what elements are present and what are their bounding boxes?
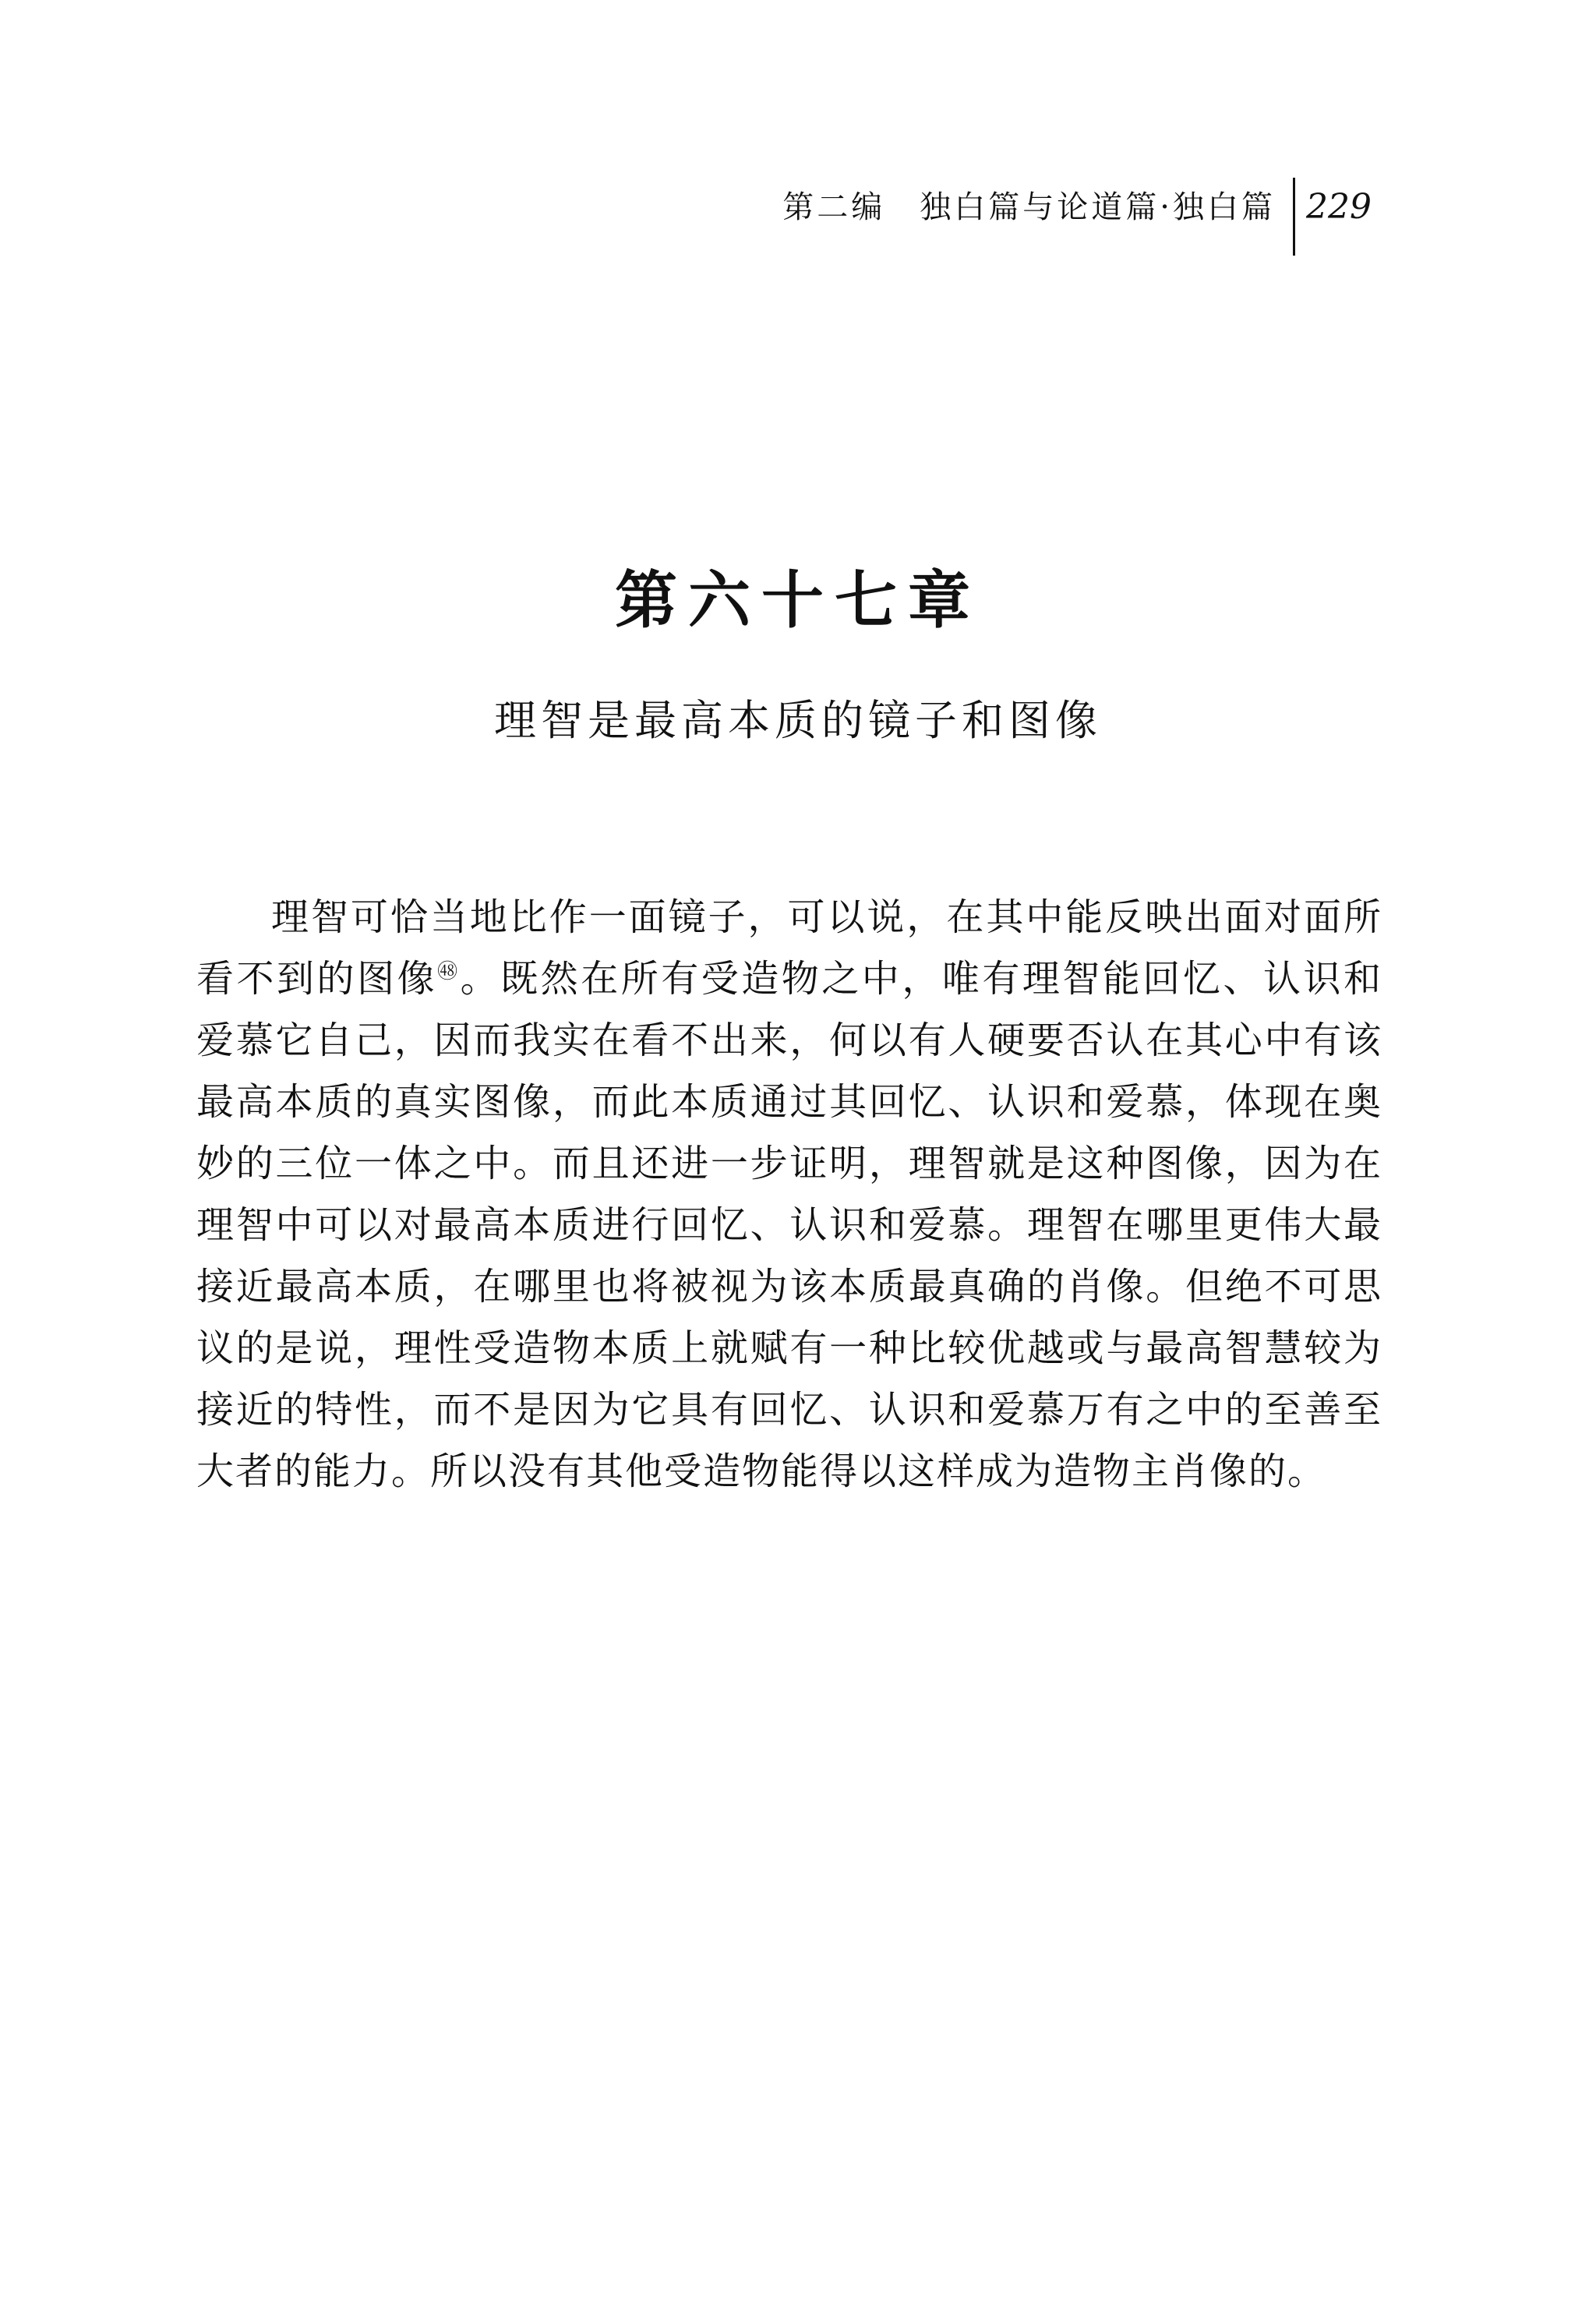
body-text-part-2: 。既然在所有受造物之中，唯有理智能回忆、认识和爱慕它自己，因而我实在看不出来，何以有人硬要否认在其心中有该最高本质的真实图像，而此本质通过其回忆、认识和爱慕，体现在奥妙的三位一体之中。而且还进一步证明，理智就是这种图像，因为在理智中可以对最高本质进行回忆、认识和爱慕。理智在哪里更伟大最接近最高本质，在哪里也将被视为该本质最真确的肖像。但绝不可思议的是说，理性受造物本质上就赋有一种比较优越或与最高智慧较为接近的特性，而不是因为它具有回忆、认识和爱慕万有之中的至善至大者的能力。所以没有其他受造物能得以这样成为造物主肖像的。 <box>196 957 1382 1493</box>
footnote-reference[interactable]: ㊽ <box>437 960 461 983</box>
chapter-title: 第六十七章 <box>615 563 981 637</box>
body-paragraph <box>196 887 1382 1503</box>
running-header-title: 第二编 独白篇与论道篇·独白篇 <box>782 189 1276 225</box>
chapter-subtitle: 理智是最高本质的镜子和图像 <box>494 696 1102 745</box>
running-header <box>782 185 1372 263</box>
page-number: 229 <box>1306 187 1372 227</box>
body-text-part-1: 理智可恰当地比作一面镜子，可以说，在其中能反映出面对面所看不到的图像 <box>196 895 1382 1001</box>
